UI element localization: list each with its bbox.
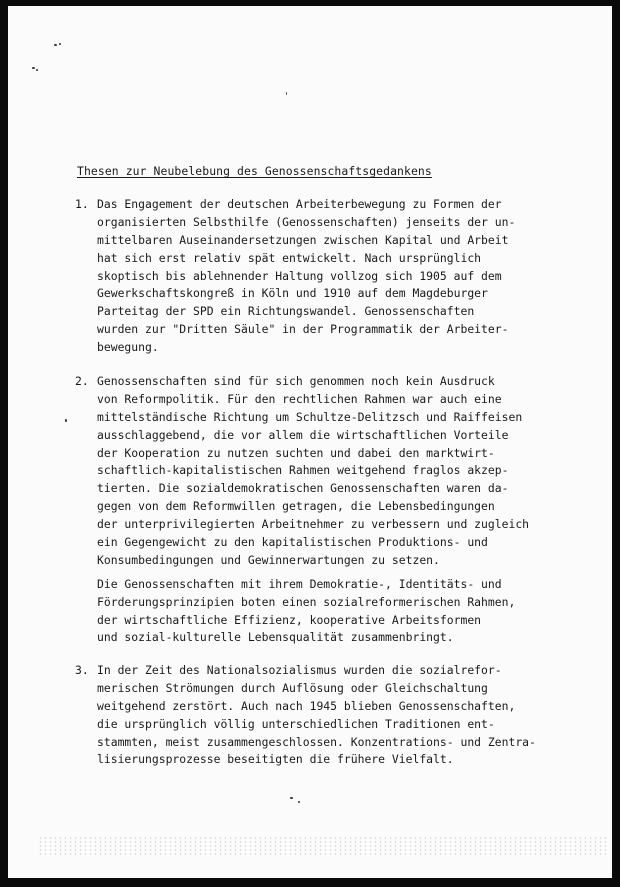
text-line: und sozial-kulturelle Lebensqualität zusammenbringt.	[97, 630, 454, 645]
thesis-text	[97, 373, 529, 647]
thesis-paragraph-2	[97, 576, 529, 648]
text-line: bewegung.	[97, 340, 159, 355]
scan-noise	[38, 836, 608, 856]
text-line: hat sich erst relativ spät entwickelt. Nach ursprünglich	[97, 250, 482, 265]
text-line: der wirtschaftliche Effizienz, kooperative Arbeitsformen	[97, 612, 482, 627]
text-line: Das Engagement der deutschen Arbeiterbewegung zu Formen der	[97, 197, 502, 211]
text-line: der unterprivilegierten Arbeitnehmer zu verbessern und zugleich	[97, 517, 530, 532]
text-line: ein Gegengewicht zu den kapitalistischen Produktions- und	[97, 535, 488, 550]
text-line: Genossenschaften sind für sich genommen noch kein Ausdruck	[97, 374, 495, 388]
document-page	[8, 6, 612, 878]
text-line: Gewerkschaftskongreß in Köln und 1910 auf dem Magdeburger	[97, 286, 488, 301]
text-line: Konsumbedingungen und Gewinnerwartungen zu setzen.	[97, 552, 440, 567]
text-line: von Reformpolitik. Für den rechtlichen Rahmen war auch eine	[97, 391, 502, 406]
text-line: tierten. Die sozialdemokratischen Genossenschaften waren da-	[97, 481, 509, 496]
text-line: der Kooperation zu nutzen suchten und dabei den marktwirt-	[97, 445, 495, 460]
text-line: lisierungsprozesse beseitigten die frühere Vielfalt.	[97, 752, 454, 767]
text-line: Parteitag der SPD ein Richtungswandel. Genossenschaften	[97, 304, 475, 319]
text-line: weitgehend zerstört. Auch nach 1945 blieben Genossenschaften,	[97, 698, 516, 713]
text-line: In der Zeit des Nationalsozialismus wurden die sozialrefor-	[97, 663, 502, 677]
text-line: skoptisch bis ablehnender Haltung vollzog sich 1905 auf dem	[97, 268, 502, 283]
text-line: merischen Strömungen durch Auflösung oder Gleichschaltung	[97, 680, 488, 695]
text-line: gegen von dem Reformwillen getragen, die Lebensbedingungen	[97, 499, 495, 514]
thesis-text	[97, 196, 515, 357]
thesis-number: 3.	[75, 663, 89, 677]
text-line: stammten, meist zusammengeschlossen. Konzentrations- und Zentra-	[97, 734, 536, 749]
text-line: schaftlich-kapitalistischen Rahmen weitgehend fraglos akzep-	[97, 463, 509, 478]
text-line: mittelständische Richtung um Schultze-Delitzsch und Raiffeisen	[97, 409, 523, 424]
document-title: Thesen zur Neubelebung des Genossenschaftsgedankens	[77, 164, 432, 178]
text-line: mittelbaren Auseinandersetzungen zwischen Kapital und Arbeit	[97, 232, 509, 247]
text-line: Die Genossenschaften mit ihrem Demokratie-, Identitäts- und	[97, 576, 502, 591]
thesis-text	[97, 662, 536, 769]
thesis-number: 1.	[75, 197, 89, 211]
text-line: ausschlaggebend, die vor allem die wirtschaftlichen Vorteile	[97, 427, 509, 442]
thesis-number: 2.	[75, 374, 89, 388]
text-line: Förderungsprinzipien boten einen sozialreformerischen Rahmen,	[97, 594, 516, 609]
text-line: die ursprünglich völlig unterschiedlichen Traditionen ent-	[97, 716, 495, 731]
text-line: organisierten Selbsthilfe (Genossenschaften) jenseits der un-	[97, 214, 516, 229]
text-line: wurden zur "Dritten Säule" in der Programmatik der Arbeiter-	[97, 322, 509, 337]
